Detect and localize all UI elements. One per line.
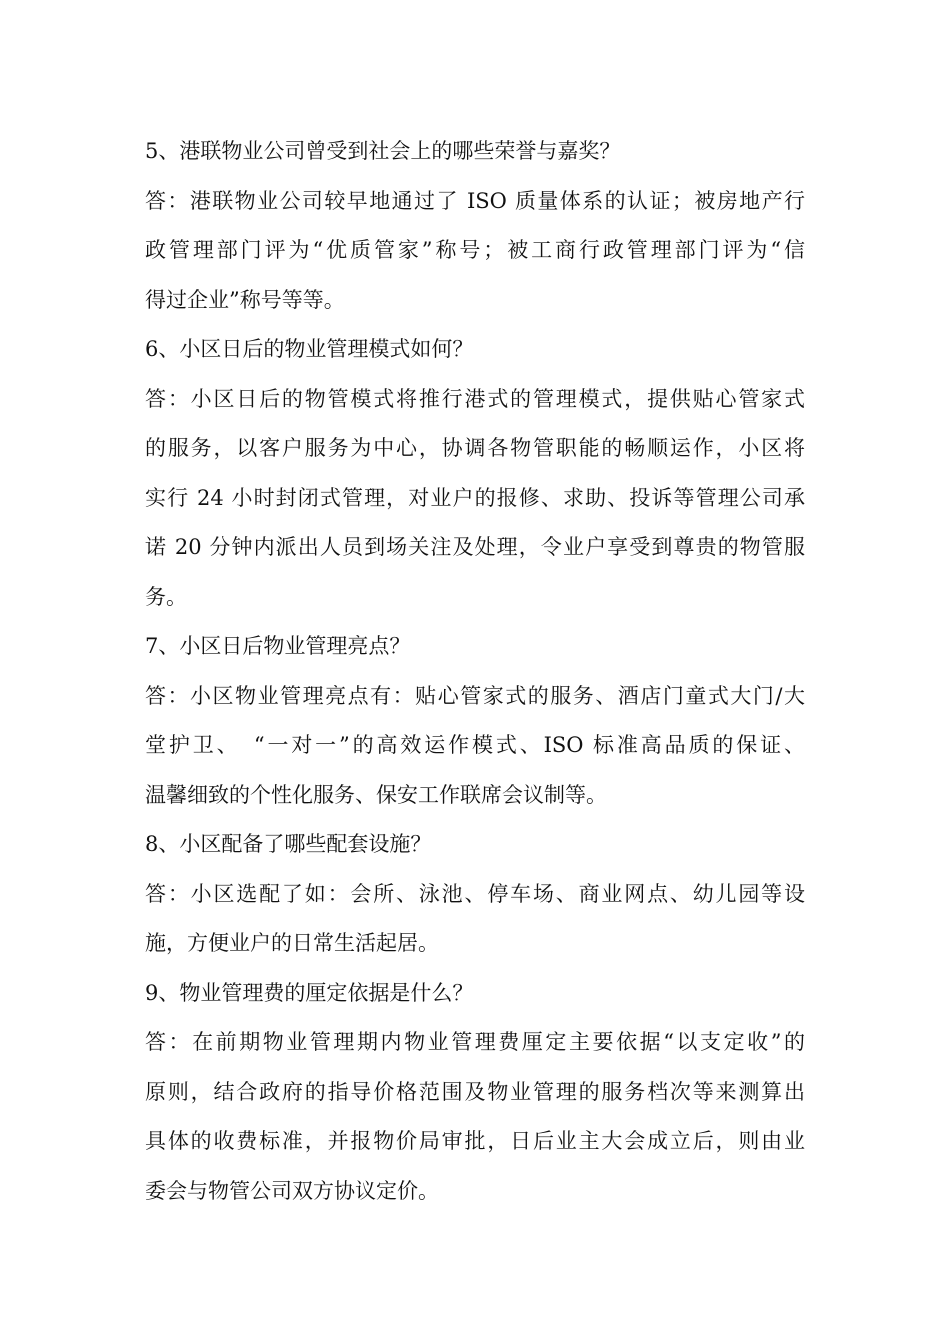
answer-5-line-3: 得过企业”称号等等。 bbox=[145, 287, 345, 312]
answer-6-line-5: 务。 bbox=[145, 584, 187, 609]
answer-5-line-1: 答：港联物业公司较早地通过了 ISO 质量体系的认证；被房地产行 bbox=[145, 188, 805, 213]
answer-9-line-1: 答：在前期物业管理期内物业管理费厘定主要依据“以支定收”的 bbox=[145, 1030, 805, 1054]
answer-8-line-1: 答：小区选配了如：会所、泳池、停车场、商业网点、幼儿园等设 bbox=[145, 881, 805, 906]
answer-7-line-1: 答：小区物业管理亮点有：贴心管家式的服务、酒店门童式大门/大 bbox=[145, 683, 805, 708]
answer-9-line-2: 原则，结合政府的指导价格范围及物业管理的服务档次等来测算出 bbox=[145, 1079, 805, 1104]
answer-7-line-2: 堂护卫、 “一对一”的高效运作模式、ISO 标准高品质的保证、 bbox=[145, 733, 805, 757]
question-5: 5、港联物业公司曾受到社会上的哪些荣誉与嘉奖？ bbox=[145, 139, 621, 163]
question-9: 9、物业管理费的厘定依据是什么？ bbox=[145, 980, 474, 1005]
answer-6-line-3: 实行 24 小时封闭式管理，对业户的报修、求助、投诉等管理公司承 bbox=[145, 485, 805, 510]
answer-8-line-2: 施，方便业户的日常生活起居。 bbox=[145, 931, 439, 955]
question-7: 7、小区日后物业管理亮点？ bbox=[145, 634, 411, 658]
answer-6-line-4: 诺 20 分钟内派出人员到场关注及处理，令业户享受到尊贵的物管服 bbox=[145, 535, 805, 559]
answer-9-line-3: 具体的收费标准，并报物价局审批，日后业主大会成立后，则由业 bbox=[145, 1129, 805, 1153]
question-8: 8、小区配备了哪些配套设施？ bbox=[145, 832, 432, 856]
answer-5-line-2: 政管理部门评为“优质管家”称号；被工商行政管理部门评为“信 bbox=[145, 238, 805, 262]
question-6: 6、小区日后的物业管理模式如何？ bbox=[145, 337, 474, 361]
answer-7-line-3: 温馨细致的个性化服务、保安工作联席会议制等。 bbox=[145, 782, 607, 807]
answer-9-line-4: 委会与物管公司双方协议定价。 bbox=[145, 1178, 439, 1203]
answer-6-line-1: 答：小区日后的物管模式将推行港式的管理模式，提供贴心管家式 bbox=[145, 386, 805, 411]
document-body bbox=[145, 127, 805, 1216]
answer-6-line-2: 的服务，以客户服务为中心，协调各物管职能的畅顺运作，小区将 bbox=[145, 436, 805, 460]
